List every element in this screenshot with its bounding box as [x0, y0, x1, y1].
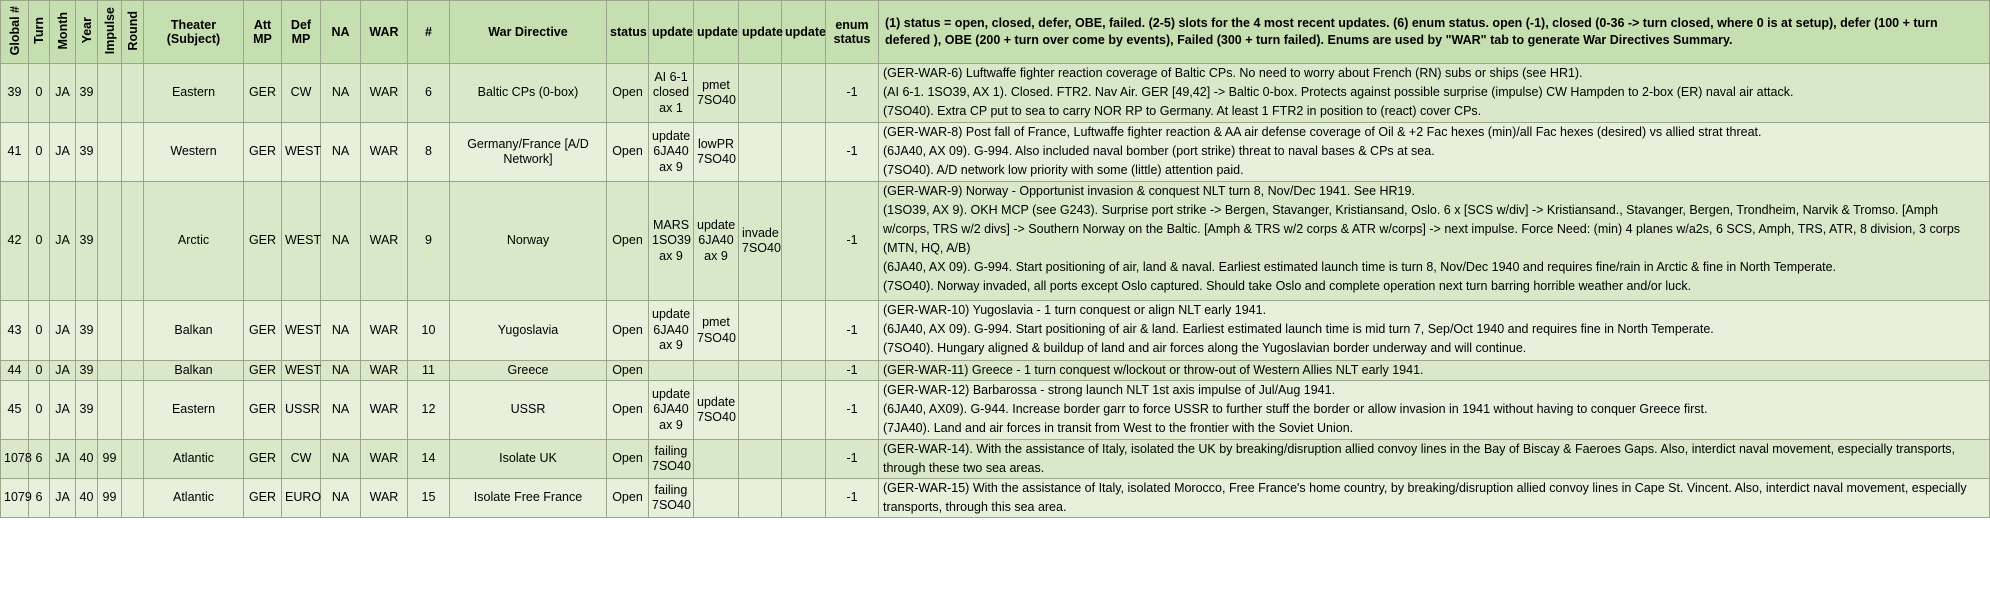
cell-notes[interactable]: [879, 182, 1990, 301]
cell-turn[interactable]: 6: [29, 440, 50, 479]
header-row: [1, 1, 1990, 64]
cell-enum-status[interactable]: -1: [826, 361, 879, 381]
header-enum-status[interactable]: enum status: [826, 1, 879, 64]
cell-na[interactable]: NA: [321, 381, 361, 440]
cell-update-1[interactable]: update 6JA40 ax 9: [649, 123, 694, 182]
cell-update-4[interactable]: [782, 479, 826, 518]
note-line: (7JA40). Land and air forces in transit from West to the frontier with the Soviet Union.: [883, 421, 1354, 435]
cell-turn[interactable]: 0: [29, 301, 50, 361]
cell-theater[interactable]: Eastern: [144, 381, 244, 440]
cell-number[interactable]: 8: [408, 123, 450, 182]
header-year[interactable]: Year: [76, 1, 98, 64]
cell-war-directive[interactable]: Norway: [450, 182, 607, 301]
note-line: (GER-WAR-14). With the assistance of Italy, isolated the UK by breaking/disruption allied convoy lines in the Bay of Biscay & Faeroes Gaps. Also, interdict naval movement, especially transports, through these two sea areas.: [883, 442, 1956, 475]
cell-att-mp[interactable]: GER: [244, 182, 282, 301]
note-line: (6JA40, AX09). G-944. Increase border garr to force USSR to further stuff the border or allow invasion in 1941 without having to conquer Greece first.: [883, 402, 1708, 416]
cell-theater[interactable]: Western: [144, 123, 244, 182]
cell-war[interactable]: WAR: [361, 361, 408, 381]
cell-global[interactable]: 39: [1, 64, 29, 123]
cell-update-3[interactable]: [739, 123, 782, 182]
cell-impulse[interactable]: [98, 301, 122, 361]
cell-global[interactable]: 1079: [1, 479, 29, 518]
cell-impulse[interactable]: [98, 123, 122, 182]
cell-na[interactable]: NA: [321, 64, 361, 123]
cell-update-1[interactable]: MARS 1SO39 ax 9: [649, 182, 694, 301]
cell-update-1[interactable]: [649, 361, 694, 381]
cell-war-directive[interactable]: Yugoslavia: [450, 301, 607, 361]
cell-update-3[interactable]: [739, 64, 782, 123]
table-row: [1, 440, 1990, 479]
cell-war[interactable]: WAR: [361, 381, 408, 440]
cell-na[interactable]: NA: [321, 123, 361, 182]
cell-global[interactable]: 45: [1, 381, 29, 440]
note-line: (GER-WAR-12) Barbarossa - strong launch NLT 1st axis impulse of Jul/Aug 1941.: [883, 383, 1336, 397]
cell-def-mp[interactable]: CW: [282, 64, 321, 123]
cell-notes[interactable]: [879, 301, 1990, 361]
table-row: [1, 301, 1990, 361]
cell-update-1[interactable]: update 6JA40 ax 9: [649, 301, 694, 361]
note-line: (GER-WAR-6) Luftwaffe fighter reaction coverage of Baltic CPs. No need to worry about French (RN) subs or ships (see HR1).: [883, 66, 1583, 80]
cell-number[interactable]: 6: [408, 64, 450, 123]
cell-update-2[interactable]: lowPR 7SO40: [694, 123, 739, 182]
note-line: (6JA40, AX 09). G-994. Start positioning of air & land. Earliest estimated launch time is mid turn 7, Sep/Oct 1940 and requires fine in North Temperate.: [883, 322, 1714, 336]
cell-round[interactable]: [122, 361, 144, 381]
note-line: (7SO40). A/D network low priority with some (little) attention paid.: [883, 163, 1244, 177]
cell-status[interactable]: Open: [607, 381, 649, 440]
cell-round[interactable]: [122, 123, 144, 182]
cell-update-3[interactable]: [739, 301, 782, 361]
cell-impulse[interactable]: [98, 381, 122, 440]
cell-impulse[interactable]: [98, 361, 122, 381]
note-line: (1SO39, AX 9). OKH MCP (see G243). Surprise port strike -> Bergen, Stavanger, Kristiansand, Oslo. 6 x [SCS w/div] -> Kristiansand., Stavanger, Bergen, Trondheim, Narvik & Tromso. [Amph w/corps, TRS w/2 divs] -> Southern Norway on the Baltic. [Amph & TRS w/2 corps & ATR w/corps] -> next impulse. Force Need: (min) 4 planes w/a2s, 6 SCS, Amph, TRS, ATR, 8 division, 3 corps (MTN, HQ, A/B): [883, 203, 1961, 255]
cell-att-mp[interactable]: GER: [244, 440, 282, 479]
table-row: [1, 64, 1990, 123]
header-war[interactable]: WAR: [361, 1, 408, 64]
cell-impulse[interactable]: [98, 64, 122, 123]
note-line: (AI 6-1. 1SO39, AX 1). Closed. FTR2. Nav Air. GER [49,42] -> Baltic 0-box. Protects against possible surprise (impulse) CW Hampden to 2-box (ER) naval air attack.: [883, 85, 1794, 99]
table-row: [1, 361, 1990, 381]
cell-status[interactable]: Open: [607, 361, 649, 381]
cell-war-directive[interactable]: Baltic CPs (0-box): [450, 64, 607, 123]
header-round[interactable]: Round: [122, 1, 144, 64]
note-line: (6JA40, AX 09). G-994. Start positioning of air, land & naval. Earliest estimated launch time is turn 8, Nov/Dec 1940 and requires fine/rain in Arctic & fine in North Temperate.: [883, 260, 1837, 274]
note-line: (GER-WAR-9) Norway - Opportunist invasion & conquest NLT turn 8, Nov/Dec 1941. See HR19.: [883, 184, 1415, 198]
header-global[interactable]: Global #: [1, 1, 29, 64]
cell-na[interactable]: NA: [321, 182, 361, 301]
cell-update-1[interactable]: failing 7SO40: [649, 479, 694, 518]
cell-update-2[interactable]: [694, 440, 739, 479]
cell-round[interactable]: [122, 381, 144, 440]
cell-number[interactable]: 11: [408, 361, 450, 381]
table-row: [1, 381, 1990, 440]
cell-update-4[interactable]: [782, 64, 826, 123]
cell-def-mp[interactable]: WEST: [282, 123, 321, 182]
cell-theater[interactable]: Balkan: [144, 361, 244, 381]
cell-att-mp[interactable]: GER: [244, 361, 282, 381]
cell-na[interactable]: NA: [321, 440, 361, 479]
cell-global[interactable]: 44: [1, 361, 29, 381]
cell-turn[interactable]: 0: [29, 361, 50, 381]
cell-notes[interactable]: [879, 479, 1990, 518]
cell-month[interactable]: JA: [50, 123, 76, 182]
cell-round[interactable]: [122, 182, 144, 301]
cell-def-mp[interactable]: CW: [282, 440, 321, 479]
cell-enum-status[interactable]: -1: [826, 182, 879, 301]
note-line: (6JA40, AX 09). G-994. Also included naval bomber (port strike) threat to naval bases & CPs at sea.: [883, 144, 1435, 158]
cell-war[interactable]: WAR: [361, 301, 408, 361]
cell-theater[interactable]: Balkan: [144, 301, 244, 361]
cell-month[interactable]: JA: [50, 301, 76, 361]
cell-year[interactable]: 39: [76, 361, 98, 381]
header-war-directive[interactable]: War Directive: [450, 1, 607, 64]
table-row: [1, 182, 1990, 301]
cell-update-4[interactable]: [782, 301, 826, 361]
cell-def-mp[interactable]: USSR: [282, 381, 321, 440]
cell-round[interactable]: [122, 64, 144, 123]
header-status[interactable]: status: [607, 1, 649, 64]
note-line: (GER-WAR-15) With the assistance of Italy, isolated Morocco, Free France's home country, by breaking/disruption allied convoy lines in Cape St. Vincent. Also, interdict naval movement, especially transports, through this sea area.: [883, 481, 1967, 514]
table-row: [1, 479, 1990, 518]
cell-month[interactable]: JA: [50, 479, 76, 518]
cell-update-4[interactable]: [782, 440, 826, 479]
cell-war[interactable]: WAR: [361, 182, 408, 301]
cell-notes[interactable]: [879, 381, 1990, 440]
cell-update-4[interactable]: [782, 361, 826, 381]
cell-status[interactable]: Open: [607, 64, 649, 123]
cell-month[interactable]: JA: [50, 361, 76, 381]
note-line: (GER-WAR-10) Yugoslavia - 1 turn conquest or align NLT early 1941.: [883, 303, 1267, 317]
cell-war-directive[interactable]: Greece: [450, 361, 607, 381]
cell-war-directive[interactable]: Isolate UK: [450, 440, 607, 479]
cell-update-4[interactable]: [782, 182, 826, 301]
cell-round[interactable]: [122, 301, 144, 361]
cell-month[interactable]: JA: [50, 381, 76, 440]
cell-def-mp[interactable]: WEST: [282, 182, 321, 301]
cell-number[interactable]: 15: [408, 479, 450, 518]
cell-war[interactable]: WAR: [361, 479, 408, 518]
cell-theater[interactable]: Atlantic: [144, 440, 244, 479]
cell-year[interactable]: 39: [76, 381, 98, 440]
cell-att-mp[interactable]: GER: [244, 479, 282, 518]
header-update-2[interactable]: update: [694, 1, 739, 64]
header-na[interactable]: NA: [321, 1, 361, 64]
cell-att-mp[interactable]: GER: [244, 381, 282, 440]
cell-update-2[interactable]: [694, 479, 739, 518]
cell-notes[interactable]: [879, 361, 1990, 381]
cell-war-directive[interactable]: USSR: [450, 381, 607, 440]
note-line: (GER-WAR-11) Greece - 1 turn conquest w/lockout or throw-out of Western Allies NLT early 1941.: [883, 363, 1424, 377]
cell-update-3[interactable]: [739, 440, 782, 479]
cell-impulse[interactable]: 99: [98, 440, 122, 479]
cell-year[interactable]: 40: [76, 440, 98, 479]
cell-def-mp[interactable]: WEST: [282, 361, 321, 381]
cell-status[interactable]: Open: [607, 440, 649, 479]
header-month[interactable]: Month: [50, 1, 76, 64]
cell-enum-status[interactable]: -1: [826, 479, 879, 518]
header-turn[interactable]: Turn: [29, 1, 50, 64]
cell-enum-status[interactable]: -1: [826, 123, 879, 182]
cell-year[interactable]: 39: [76, 301, 98, 361]
cell-impulse[interactable]: 99: [98, 479, 122, 518]
header-theater[interactable]: Theater (Subject): [144, 1, 244, 64]
cell-global[interactable]: 1078: [1, 440, 29, 479]
cell-att-mp[interactable]: GER: [244, 64, 282, 123]
cell-number[interactable]: 14: [408, 440, 450, 479]
cell-number[interactable]: 10: [408, 301, 450, 361]
cell-update-3[interactable]: invade 7SO40: [739, 182, 782, 301]
cell-global[interactable]: 41: [1, 123, 29, 182]
cell-notes[interactable]: [879, 123, 1990, 182]
cell-update-2[interactable]: update 7SO40: [694, 381, 739, 440]
cell-update-2[interactable]: update 6JA40 ax 9: [694, 182, 739, 301]
cell-war[interactable]: WAR: [361, 123, 408, 182]
note-line: (GER-WAR-8) Post fall of France, Luftwaffe fighter reaction & AA air defense coverage of Oil & +2 Fac hexes (min)/all Fac hexes (desired) vs allied strat threat.: [883, 125, 1762, 139]
cell-status[interactable]: Open: [607, 123, 649, 182]
cell-number[interactable]: 9: [408, 182, 450, 301]
cell-enum-status[interactable]: -1: [826, 64, 879, 123]
cell-def-mp[interactable]: EURO: [282, 479, 321, 518]
cell-na[interactable]: NA: [321, 479, 361, 518]
cell-update-2[interactable]: pmet 7SO40: [694, 301, 739, 361]
cell-status[interactable]: Open: [607, 479, 649, 518]
cell-update-1[interactable]: update 6JA40 ax 9: [649, 381, 694, 440]
cell-update-3[interactable]: [739, 381, 782, 440]
cell-theater[interactable]: Atlantic: [144, 479, 244, 518]
cell-year[interactable]: 39: [76, 123, 98, 182]
cell-war-directive[interactable]: Isolate Free France: [450, 479, 607, 518]
header-update-1[interactable]: update: [649, 1, 694, 64]
cell-status[interactable]: Open: [607, 182, 649, 301]
header-def-mp[interactable]: Def MP: [282, 1, 321, 64]
header-update-3[interactable]: update: [739, 1, 782, 64]
note-line: (7SO40). Hungary aligned & buildup of land and air forces along the Yugoslavian border underway and will continue.: [883, 341, 1527, 355]
header-att-mp[interactable]: Att MP: [244, 1, 282, 64]
cell-month[interactable]: JA: [50, 440, 76, 479]
cell-month[interactable]: JA: [50, 182, 76, 301]
cell-year[interactable]: 39: [76, 64, 98, 123]
cell-global[interactable]: 42: [1, 182, 29, 301]
cell-turn[interactable]: 0: [29, 123, 50, 182]
cell-impulse[interactable]: [98, 182, 122, 301]
cell-turn[interactable]: 0: [29, 182, 50, 301]
cell-turn[interactable]: 0: [29, 381, 50, 440]
cell-update-4[interactable]: [782, 381, 826, 440]
cell-notes[interactable]: [879, 440, 1990, 479]
cell-war[interactable]: WAR: [361, 64, 408, 123]
header-notes[interactable]: (1) status = open, closed, defer, OBE, failed. (2-5) slots for the 4 most recent updates. (6) enum status. open (-1), closed (0-36 -> turn closed, where 0 is at setup), defer (100 + turn defered ), OBE (200 + turn over come by events), Failed (300 + turn failed). Enums are used by "WAR" tab to generate War Directives Summary.: [879, 1, 1990, 64]
cell-att-mp[interactable]: GER: [244, 123, 282, 182]
cell-enum-status[interactable]: -1: [826, 440, 879, 479]
cell-att-mp[interactable]: GER: [244, 301, 282, 361]
cell-theater[interactable]: Eastern: [144, 64, 244, 123]
cell-update-2[interactable]: pmet 7SO40: [694, 64, 739, 123]
cell-round[interactable]: [122, 440, 144, 479]
table-row: [1, 123, 1990, 182]
cell-month[interactable]: JA: [50, 64, 76, 123]
cell-update-4[interactable]: [782, 123, 826, 182]
cell-def-mp[interactable]: WEST: [282, 301, 321, 361]
note-line: (7SO40). Extra CP put to sea to carry NOR RP to Germany. At least 1 FTR2 in position to (react) cover CPs.: [883, 104, 1482, 118]
header-impulse[interactable]: Impulse: [98, 1, 122, 64]
cell-global[interactable]: 43: [1, 301, 29, 361]
cell-round[interactable]: [122, 479, 144, 518]
cell-war[interactable]: WAR: [361, 440, 408, 479]
header-update-4[interactable]: update: [782, 1, 826, 64]
cell-update-2[interactable]: [694, 361, 739, 381]
note-line: (7SO40). Norway invaded, all ports except Oslo captured. Should take Oslo and complete operation next turn barring horrible weather and/or luck.: [883, 279, 1692, 293]
cell-turn[interactable]: 0: [29, 64, 50, 123]
cell-theater[interactable]: Arctic: [144, 182, 244, 301]
cell-update-3[interactable]: [739, 361, 782, 381]
cell-notes[interactable]: [879, 64, 1990, 123]
cell-year[interactable]: 39: [76, 182, 98, 301]
cell-enum-status[interactable]: -1: [826, 381, 879, 440]
cell-enum-status[interactable]: -1: [826, 301, 879, 361]
cell-status[interactable]: Open: [607, 301, 649, 361]
cell-turn[interactable]: 6: [29, 479, 50, 518]
cell-na[interactable]: NA: [321, 361, 361, 381]
cell-update-1[interactable]: AI 6-1 closed ax 1: [649, 64, 694, 123]
cell-number[interactable]: 12: [408, 381, 450, 440]
cell-war-directive[interactable]: Germany/France [A/D Network]: [450, 123, 607, 182]
cell-year[interactable]: 40: [76, 479, 98, 518]
cell-na[interactable]: NA: [321, 301, 361, 361]
cell-update-1[interactable]: failing 7SO40: [649, 440, 694, 479]
header-number[interactable]: #: [408, 1, 450, 64]
cell-update-3[interactable]: [739, 479, 782, 518]
